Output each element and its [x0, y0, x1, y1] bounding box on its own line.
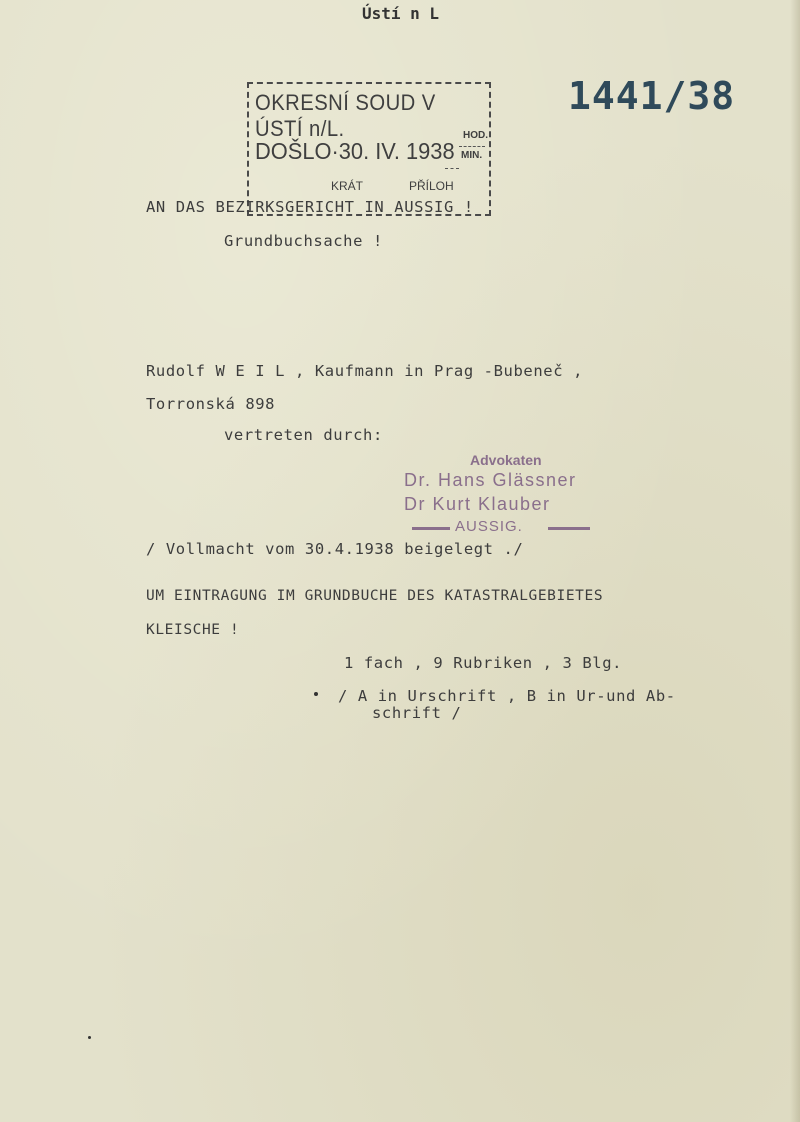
lawyer-stamp-name-2: Dr Kurt Klauber: [404, 494, 551, 514]
lawyer-stamp-title: Advokaten: [470, 452, 542, 468]
lawyer-stamp-name-1: Dr. Hans Glässner: [404, 470, 577, 490]
copies-note-line-2: schrift /: [372, 704, 462, 722]
stamp-priloh-label: PŘÍLOH: [409, 179, 454, 193]
lawyer-stamp-rule-left: [412, 527, 450, 530]
stamp-hour-line: [459, 146, 485, 147]
header-place: Ústí n L: [362, 4, 440, 23]
page-edge-shadow: [790, 0, 800, 1122]
lawyer-stamp-rule-right: [548, 527, 590, 530]
request-line-1: UM EINTRAGUNG IM GRUNDBUCHE DES KATASTRALGEBIETES: [146, 588, 604, 604]
stamp-minute-line: [445, 168, 459, 169]
addressee-line: AN DAS BEZIRKSGERICHT IN AUSSIG !: [146, 198, 474, 216]
stamp-hod-label: HOD.: [463, 130, 488, 141]
stamp-min-label: MIN.: [461, 150, 483, 161]
case-number: 1441/38: [568, 74, 736, 118]
request-line-2: KLEISCHE !: [146, 622, 240, 638]
subject-line: Grundbuchsache !: [224, 232, 383, 250]
stamp-krat-label: KRÁT: [331, 179, 364, 193]
represented-by-line: vertreten durch:: [224, 426, 383, 444]
margin-dot: [314, 692, 318, 696]
stamp-court-name: OKRESNÍ SOUD V ÚSTÍ n/L.: [255, 90, 436, 141]
power-of-attorney-line: / Vollmacht vom 30.4.1938 beigelegt ./: [146, 540, 524, 558]
stamp-received-date: DOŠLO·30. IV. 1938: [255, 138, 455, 164]
party-line-1: Rudolf W E I L , Kaufmann in Prag -Bubeneč ,: [146, 362, 583, 380]
court-receipt-stamp: [247, 82, 491, 216]
lawyer-stamp: [400, 452, 620, 542]
lawyer-stamp-city: AUSSIG.: [455, 518, 523, 535]
copies-line: 1 fach , 9 Rubriken , 3 Blg.: [344, 654, 623, 672]
party-line-2: Torronská 898: [146, 395, 276, 413]
copies-note-line-1: / A in Urschrift , B in Ur-und Ab-: [338, 687, 676, 705]
page-speck: [88, 1036, 91, 1039]
